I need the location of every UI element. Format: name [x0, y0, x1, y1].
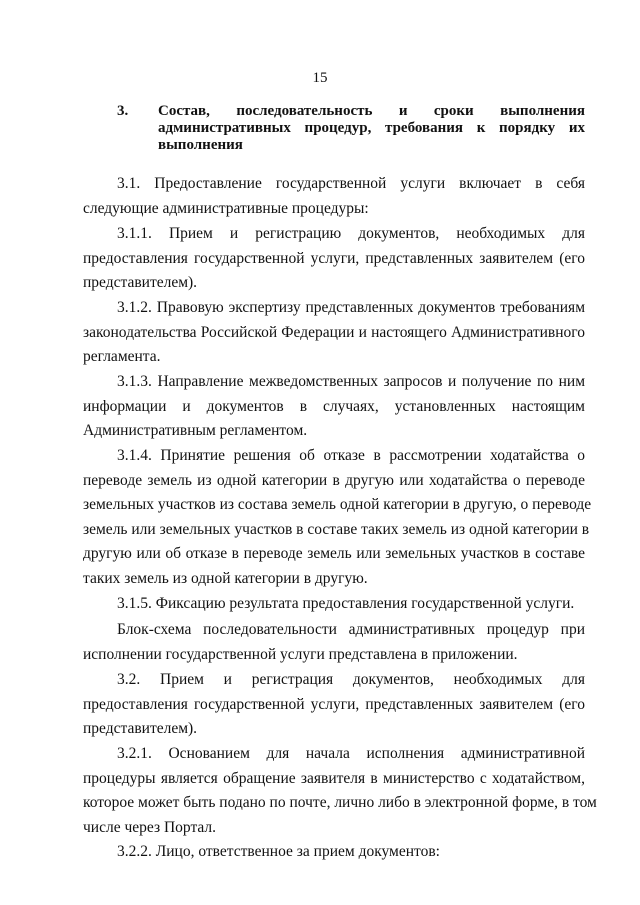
section-title: [158, 103, 585, 154]
paragraph-line: Блок-схема последовательности административных процедур при: [117, 621, 585, 638]
paragraph-line: 3.1.1. Прием и регистрацию документов, необходимых для: [117, 225, 585, 242]
paragraph-3-2-2: [83, 840, 585, 865]
paragraph-3-1-5: [83, 592, 585, 617]
page-number: 15: [312, 70, 328, 86]
paragraph-block-scheme: [83, 618, 585, 667]
paragraph-line: таких земель из одной категории в другую.: [83, 569, 368, 587]
paragraph-line: 3.1.2. Правовую экспертизу представленных документов требованиям: [117, 299, 585, 316]
paragraph-3-1: [83, 172, 585, 221]
paragraph-line: земельных участков из состава земель одной категории в другую, о переводе: [83, 496, 592, 513]
paragraph-line: представителем).: [83, 720, 198, 737]
paragraph-line: 3.1. Предоставление государственной услуги включает в себя: [117, 175, 585, 192]
paragraph-line: процедуры является обращение заявителя в министерство с ходатайством,: [83, 769, 585, 787]
paragraph-line: регламента.: [83, 348, 161, 365]
paragraph-line: следующие административные процедуры:: [83, 199, 369, 217]
paragraph-3-1-3: [83, 370, 585, 444]
paragraph-line: 3.2.2. Лицо, ответственное за прием документов:: [117, 843, 440, 860]
paragraph-line: законодательства Российской Федерации и настоящего Административного: [83, 323, 585, 341]
paragraph-line: информации и документов в случаях, установленных настоящим: [83, 397, 585, 415]
paragraph-line: 3.1.4. Принятие решения об отказе в рассмотрении ходатайства о: [117, 447, 585, 464]
paragraph-line: предоставления государственной услуги, представленных заявителем (его: [83, 695, 585, 713]
paragraph-line: 3.1.3. Направление межведомственных запросов и получение по ним: [117, 373, 585, 390]
paragraph-line: 3.2.1. Основанием для начала исполнения административной: [117, 745, 585, 762]
paragraph-3-1-1: [83, 222, 585, 296]
paragraph-3-2: [83, 668, 585, 742]
paragraph-3-2-1: [83, 742, 597, 840]
section-title-line: выполнения: [158, 137, 243, 153]
paragraph-line: исполнении государственной услуги представлена в приложении.: [83, 645, 518, 663]
paragraph-line: предоставления государственной услуги, представленных заявителем (его: [83, 249, 585, 267]
paragraph-3-1-2: [83, 296, 585, 370]
paragraph-line: другую или об отказе в переводе земель или земельных участков в составе: [83, 545, 585, 562]
paragraph-line: числе через Портал.: [83, 818, 217, 836]
section-title-line: Состав, последовательность и сроки выполнения: [158, 103, 585, 119]
paragraph-line: земель или земельных участков в составе таких земель из одной категории в: [83, 520, 590, 538]
paragraph-line: 3.2. Прием и регистрация документов, необходимых для: [117, 671, 585, 688]
paragraph-line: которое может быть подано по почте, лично либо в электронной форме, в том: [83, 794, 597, 811]
paragraph-line: 3.1.5. Фиксацию результата предоставления государственной услуги.: [117, 595, 575, 612]
section-number: 3.: [117, 103, 129, 119]
paragraph-line: переводе земель из одной категории в другую или ходатайства о переводе: [83, 471, 585, 489]
paragraph-3-1-4: [83, 444, 592, 591]
section-title-line: административных процедур, требования к порядку их: [158, 120, 585, 136]
paragraph-line: Административным регламентом.: [83, 422, 308, 439]
paragraph-line: представителем).: [83, 274, 198, 291]
